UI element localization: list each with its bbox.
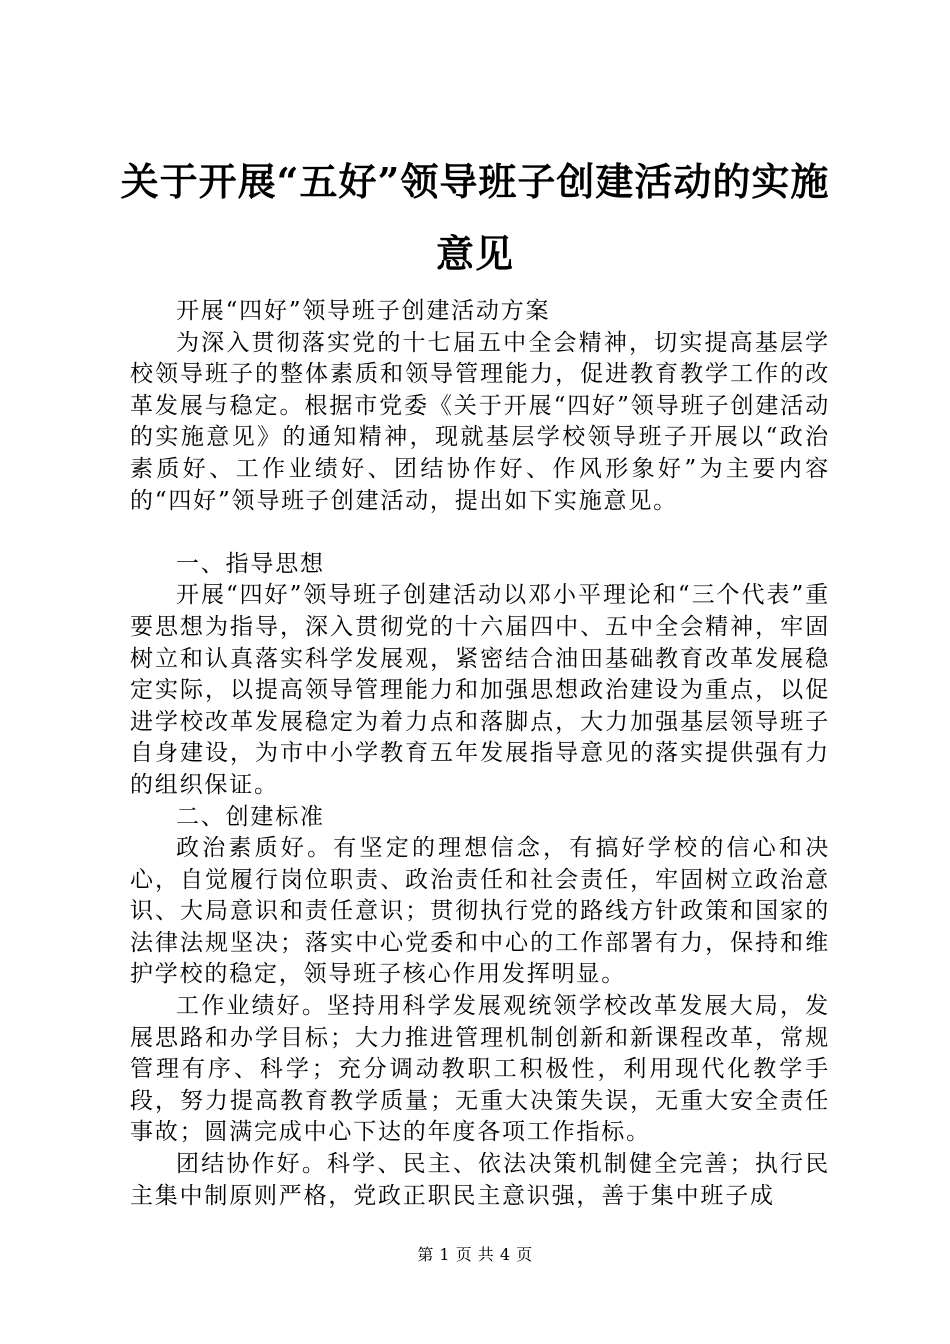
section-heading-guiding-ideology: 一、指导思想: [176, 550, 325, 577]
paragraph-guiding-ideology: 开展“四好”领导班子创建活动以邓小平理论和“三个代表”重要思想为指导，深入贯彻党的十六届四中、五中全会精神，牢固树立和认真落实科学发展观，紧密结合油田基础教育改革发展稳定实际，以提高领导管理能力和加强思想政治建设为重点，以促进学校改革发展稳定为着力点和落脚点，大力加强基层领导班子自身建设，为市中小学教育五年发展指导意见的落实提供强有力的组织保证。: [130, 582, 830, 798]
section-heading-standards: 二、创建标准: [176, 803, 325, 830]
page-number-footer: 第 1 页 共 4 页: [417, 1245, 533, 1264]
document-title: 关于开展“五好”领导班子创建活动的实施意见: [120, 159, 830, 276]
paragraph-intro: 为深入贯彻落实党的十七届五中全会精神，切实提高基层学校领导班子的整体素质和领导管理能力，促进教育教学工作的改革发展与稳定。根据市党委《关于开展“四好”领导班子创建活动的实施意见》的通知精神，现就基层学校领导班子开展以“政治素质好、工作业绩好、团结协作好、作风形象好”为主要内容的“四好”领导班子创建活动，提出如下实施意见。: [130, 329, 830, 514]
document-body: [130, 296, 830, 1212]
paragraph-subtitle: 开展“四好”领导班子创建活动方案: [176, 298, 551, 324]
paragraph-political-quality: 政治素质好。有坚定的理想信念，有搞好学校的信心和决心，自觉履行岗位职责、政治责任和社会责任，牢固树立政治意识、大局意识和责任意识；贯彻执行党的路线方针政策和国家的法律法规坚决；落实中心党委和中心的工作部署有力，保持和维护学校的稳定，领导班子核心作用发挥明显。: [130, 835, 830, 988]
paragraph-work-performance: 工作业绩好。坚持用科学发展观统领学校改革发展大局，发展思路和办学目标；大力推进管理机制创新和新课程改革，常规管理有序、科学；充分调动教职工积极性，利用现代化教学手段，努力提高教育教学质量；无重大决策失误，无重大安全责任事故；圆满完成中心下达的年度各项工作指标。: [130, 993, 830, 1146]
paragraph-unity-cooperation: 团结协作好。科学、民主、依法决策机制健全完善；执行民主集中制原则严格，党政正职民主意识强，善于集中班子成: [130, 1151, 830, 1209]
